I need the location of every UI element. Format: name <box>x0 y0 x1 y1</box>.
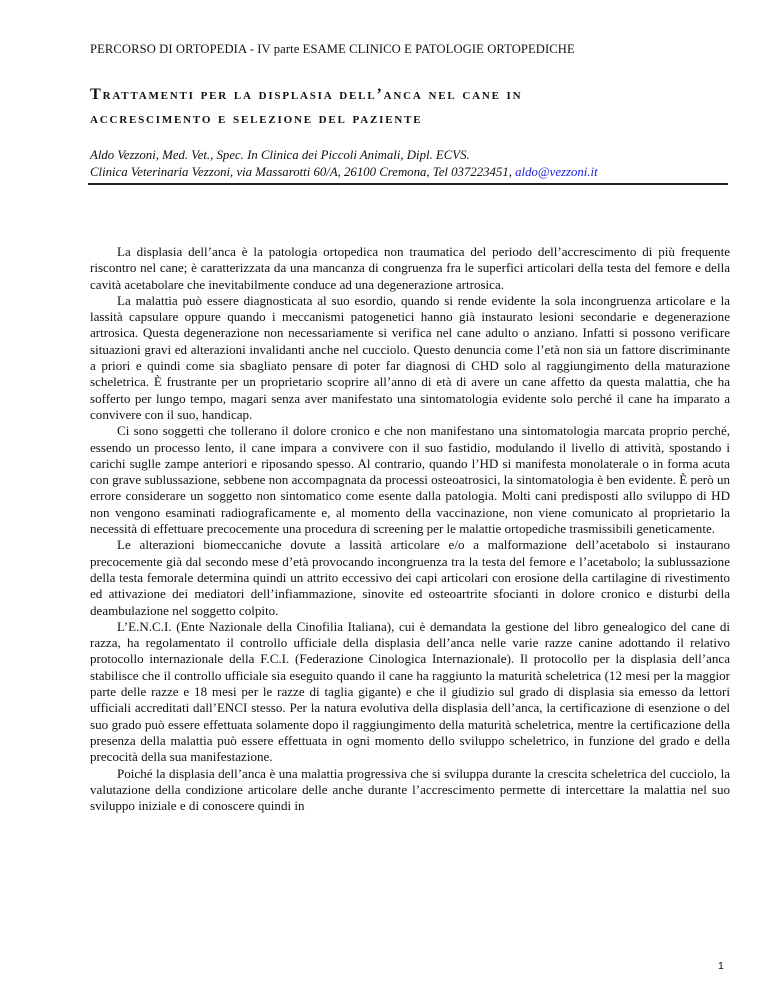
article-title <box>90 82 710 130</box>
running-header: PERCORSO DI ORTOPEDIA - IV parte ESAME CLINICO E PATOLOGIE ORTOPEDICHE <box>90 42 575 56</box>
page-number: 1 <box>718 960 724 972</box>
author-affiliation-line <box>90 164 730 181</box>
body-paragraph: La malattia può essere diagnosticata al suo esordio, quando si rende evidente la sola incongruenza articolare e la lassità capsulare oppure quando i meccanismi patogenetici hanno già instaurato lesioni secondarie e degenerazione artrosica. Questa degenerazione non necessariamente si verifica nel cane adulto o anziano. Infatti si possono verificare situazioni gravi ed alterazioni invalidanti anche nel cucciolo. Questo denuncia come l’età non sia un fattore discriminante a priori e quindi come sia sbagliato pensare di poter far diagnosi di CHD solo al raggiungimento della maturazione scheletrica. È frustrante per un proprietario scoprire all’anno di età di avere un cane affetto da questa malattia, che ha sofferto per lungo tempo, magari senza aver manifestato una sintomatologia evidente solo perché il cane ha imparato a convivere con il suo, handicap. <box>90 292 730 422</box>
author-block <box>90 147 730 181</box>
body-paragraph: Ci sono soggetti che tollerano il dolore cronico e che non manifestano una sintomatologia marcata proprio perché, essendo un processo lento, il cane impara a convivere con il suo fastidio, modulando il livello di attività, spostando i carichi suglle zampe anteriori e riposando spesso. Al contrario, quando l’HD si manifesta monolaterale o in forma acuta con grave sublussazione, sebbene non accompagnata da processi osteoatrosici, la sintomatologia è ben evidente. È però un errore considerare un soggetto non sintomatico come esente dalla patologia. Molti cani predisposti allo sviluppo di HD non vengono esaminati radiograficamente e, al momento della vaccinazione, non viene comunicato al proprietario la necessità di effettuare precocemente una procedura di screening per le malattie ortopediche trasmissibili geneticamente. <box>90 423 730 537</box>
article-body <box>90 244 730 814</box>
article-title-line-2: accrescimento e selezione del paziente <box>90 109 423 127</box>
body-paragraph: Le alterazioni biomeccaniche dovute a lassità articolare e/o a malformazione dell’acetabolo si instaurano precocemente già dal secondo mese d’età provocando incongruenza tra la testa del femore e l’acetabolo; la sublussazione della testa femorale determina quindi un attrito eccessivo dei capi articolari con erosione della cartilagine di rivestimento ed attivazione dei mediatori dell’infiammazione, sinovite ed osteoartrite sfocianti in dolore cronico e disturbi della deambulazione nel soggetto colpito. <box>90 537 730 618</box>
author-email-link[interactable]: aldo@vezzoni.it <box>515 165 598 179</box>
body-paragraph: Poiché la displasia dell’anca è una malattia progressiva che si sviluppa durante la crescita scheletrica del cucciolo, la valutazione della condizione articolare delle anche durante l’accrescimento permette di intercettare la malattia nel suo sviluppo iniziale e di conoscere quindi in <box>90 765 730 814</box>
header-divider <box>88 183 728 185</box>
author-address: Clinica Veterinaria Vezzoni, via Massarotti 60/A, 26100 Cremona, Tel 037223451, <box>90 165 516 179</box>
author-name-line: Aldo Vezzoni, Med. Vet., Spec. In Clinica dei Piccoli Animali, Dipl. ECVS. <box>90 148 470 162</box>
body-paragraph: L’E.N.C.I. (Ente Nazionale della Cinofilia Italiana), cui è demandata la gestione del libro genealogico del cane di razza, ha regolamentato il controllo ufficiale della displasia dell’anca nelle varie razze canine adottando il relativo protocollo internazionale della F.C.I. (Federazione Cinologica Internazionale). Il protocollo per la displasia dell’anca stabilisce che il controllo ufficiale sia eseguito quando il cane ha raggiunto la maturità scheletrica (12 mesi per la maggior parte delle razze e 18 mesi per le razze di taglia gigante) e che il giudizio sul grado di displasia sia emesso da lettori ufficiali accreditati dall’ENCI stesso. Per la natura evolutiva della displasia dell’anca, la certificazione di esenzione o del suo grado può essere effettuata solamente dopo il raggiungimento della maturità scheletrica, mentre la certificazione della presenza della malattia può essere effettuata in ogni momento dello sviluppo scheletrico, in funzione del grado e della precocità della sua manifestazione. <box>90 618 730 765</box>
article-title-line-1: Trattamenti per la displasia dell’anca nel cane in <box>90 85 523 103</box>
body-paragraph: La displasia dell’anca è la patologia ortopedica non traumatica del periodo dell’accrescimento di più frequente riscontro nel cane; è caratterizzata da una mancanza di congruenza fra le superfici articolari della testa del femore e della cavità acetabolare che inevitabilmente conduce ad una degenerazione artrosica. <box>90 244 730 292</box>
